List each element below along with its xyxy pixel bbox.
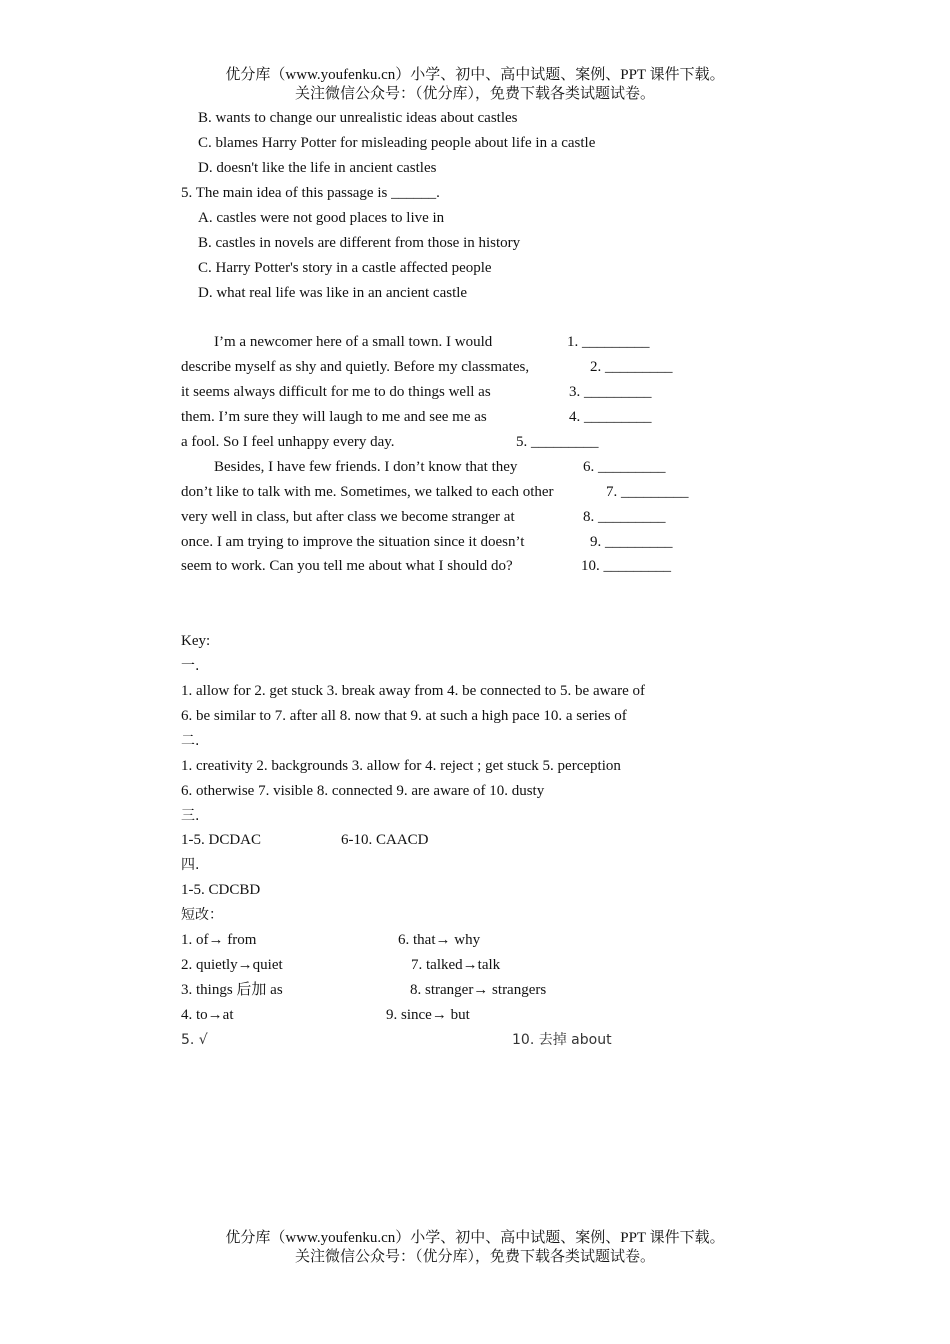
question-5-option-d: D. what real life was like in an ancient castle (198, 285, 468, 301)
correction-8: 8. stranger→ strangers (410, 982, 547, 998)
passage-line-10: seem to work. Can you tell me about what I should do? (181, 558, 513, 574)
key-section-3-answers-a: 1-5. DCDAC (181, 832, 262, 848)
header-line-2: 关注微信公众号：（优分库），免费下载各类试题试卷。 (294, 86, 655, 102)
page-header (0, 66, 950, 104)
passage-blank-1: 1. _________ (567, 334, 650, 350)
key-section-2-title: 二. (181, 733, 200, 749)
passage-blank-10: 10. _________ (581, 558, 671, 574)
question-5-stem: 5. The main idea of this passage is ______. (181, 185, 440, 201)
correction-10: 10. 去掉 about (512, 1032, 612, 1048)
key-section-1-line-2: 6. be similar to 7. after all 8. now that 9. at such a high pace 10. a series of (181, 708, 627, 724)
passage-line-4: them. I’m sure they will laugh to me and see me as (181, 409, 487, 425)
passage-blank-2: 2. _________ (590, 359, 673, 375)
key-section-2-line-1: 1. creativity 2. backgrounds 3. allow for 4. reject ; get stuck 5. perception (181, 758, 621, 774)
passage-line-1: I’m a newcomer here of a small town. I would (214, 334, 493, 350)
key-section-5-title: 短改： (181, 907, 223, 923)
question-5-option-b: B. castles in novels are different from those in history (198, 235, 521, 251)
key-section-1-title: 一. (181, 658, 200, 674)
passage-blank-7: 7. _________ (606, 484, 689, 500)
correction-9: 9. since→ but (386, 1007, 470, 1023)
correction-3: 3. things 后加 as (181, 982, 283, 998)
key-section-3-title: 三. (181, 808, 200, 824)
key-title: Key: (181, 633, 211, 649)
passage-line-3: it seems always difficult for me to do things well as (181, 384, 491, 400)
key-section-4-answers: 1-5. CDCBD (181, 882, 261, 898)
correction-2: 2. quietly→quiet (181, 957, 283, 973)
header-line-1: 优分库（www.youfenku.cn）小学、初中、高中试题、案例、PPT 课件下载。 (225, 67, 725, 83)
option-d-prev: D. doesn't like the life in ancient castles (198, 160, 437, 176)
question-5-option-c: C. Harry Potter's story in a castle affected people (198, 260, 492, 276)
passage-line-8: very well in class, but after class we become stranger at (181, 509, 515, 525)
passage-blank-8: 8. _________ (583, 509, 666, 525)
passage-line-7: don’t like to talk with me. Sometimes, we talked to each other (181, 484, 554, 500)
footer-line-1: 优分库（www.youfenku.cn）小学、初中、高中试题、案例、PPT 课件下载。 (225, 1230, 725, 1246)
question-5-option-a: A. castles were not good places to live in (198, 210, 445, 226)
correction-7: 7. talked→talk (411, 957, 501, 973)
passage-blank-5: 5. _________ (516, 434, 599, 450)
passage-blank-9: 9. _________ (590, 534, 673, 550)
passage-blank-6: 6. _________ (583, 459, 666, 475)
passage-line-6: Besides, I have few friends. I don’t know that they (214, 459, 518, 475)
key-section-4-title: 四. (181, 857, 200, 873)
key-section-3-answers-b: 6-10. CAACD (341, 832, 429, 848)
page-footer (0, 1229, 950, 1267)
correction-6: 6. that→ why (398, 932, 481, 948)
footer-line-2: 关注微信公众号：（优分库），免费下载各类试题试卷。 (294, 1249, 655, 1265)
correction-1: 1. of→ from (181, 932, 257, 948)
passage-line-9: once. I am trying to improve the situation since it doesn’t (181, 534, 525, 550)
key-section-2-line-2: 6. otherwise 7. visible 8. connected 9. are aware of 10. dusty (181, 783, 545, 799)
correction-5: 5. √ (181, 1032, 208, 1048)
passage-line-2: describe myself as shy and quietly. Before my classmates, (181, 359, 530, 375)
option-c-prev: C. blames Harry Potter for misleading people about life in a castle (198, 135, 596, 151)
correction-4: 4. to→at (181, 1007, 234, 1023)
passage-line-5: a fool. So I feel unhappy every day. (181, 434, 395, 450)
passage-blank-4: 4. _________ (569, 409, 652, 425)
key-section-1-line-1: 1. allow for 2. get stuck 3. break away from 4. be connected to 5. be aware of (181, 683, 645, 699)
option-b-prev: B. wants to change our unrealistic ideas about castles (198, 110, 518, 126)
passage-blank-3: 3. _________ (569, 384, 652, 400)
